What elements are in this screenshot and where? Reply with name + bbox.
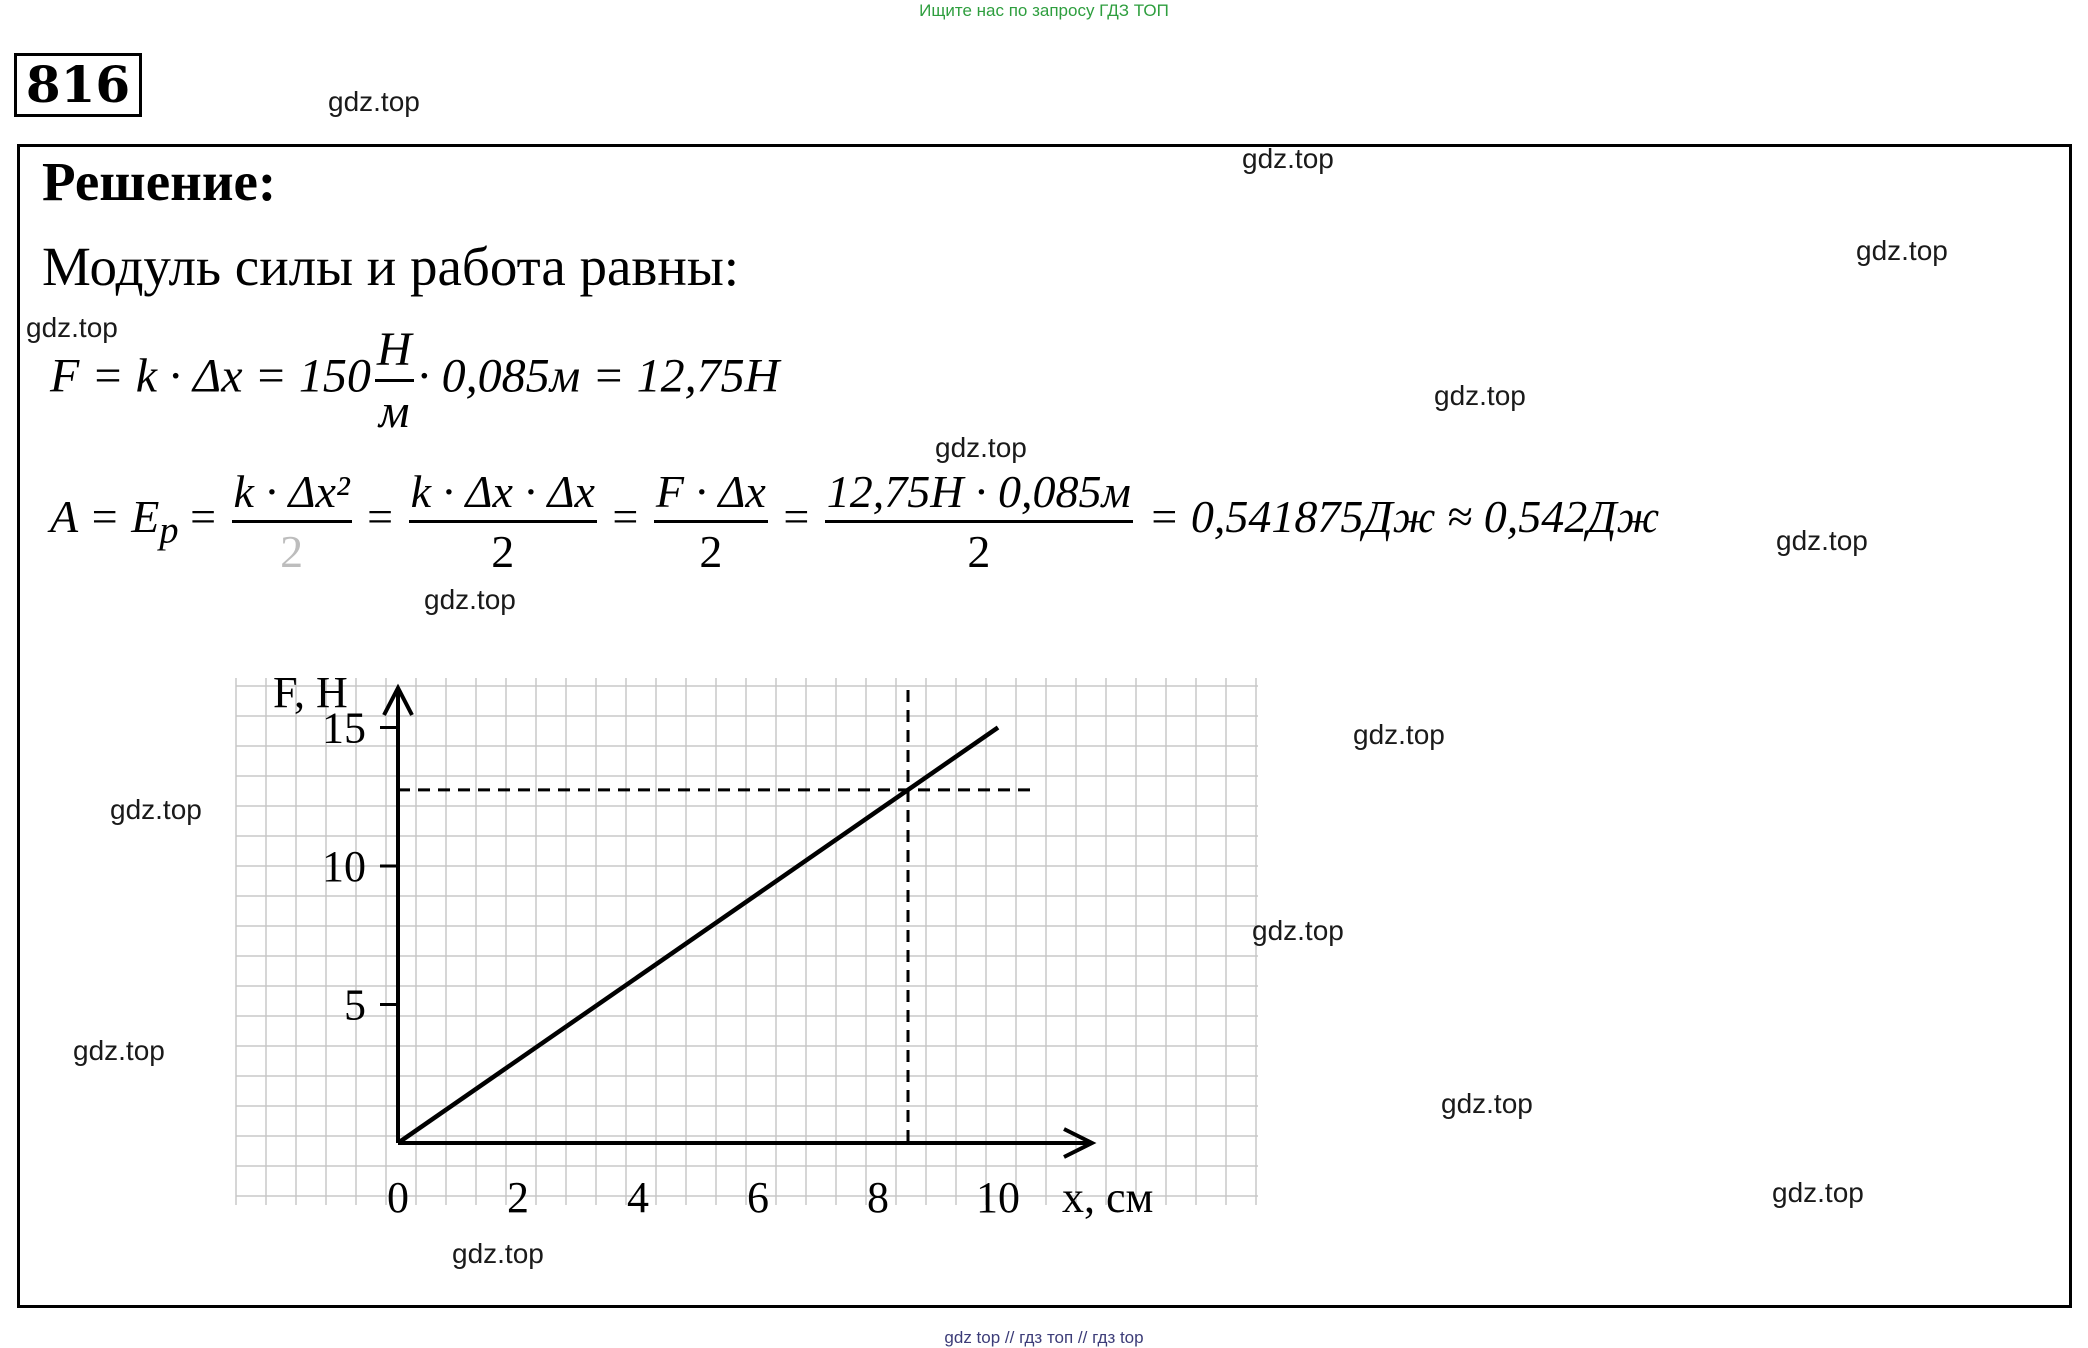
watermark: gdz.top xyxy=(26,312,118,343)
y-tick-label: 15 xyxy=(322,703,366,753)
watermark: gdz.top xyxy=(1252,915,1344,946)
footer-links: gdz top // гдз топ // гдз top xyxy=(944,1328,1144,1347)
formula1-lhs: F = k · Δx = 150 xyxy=(50,349,371,403)
y-axis-label: F, H xyxy=(273,668,348,717)
x-tick-label: 6 xyxy=(747,1173,769,1222)
x-tick-label: 4 xyxy=(627,1173,649,1222)
x-tick-label: 0 xyxy=(387,1173,409,1222)
formula2-f2-num: k · Δx · Δx xyxy=(410,466,595,517)
y-tick-label: 10 xyxy=(322,842,366,891)
formula2-f4-den: 2 xyxy=(825,520,1133,578)
intro-text: Модуль силы и работа равны: xyxy=(42,236,740,297)
x-tick-label: 8 xyxy=(867,1173,889,1222)
watermark: gdz.top xyxy=(1242,143,1334,174)
watermark: gdz.top xyxy=(452,1238,544,1269)
formula2-result: = 0,541875Дж ≈ 0,542Дж xyxy=(1148,491,1660,543)
formula2-eq4: = xyxy=(783,491,810,543)
formula2-f3-num: F · Δx xyxy=(655,466,766,517)
formula2-f1-den: 2 xyxy=(232,520,352,578)
watermark: gdz.top xyxy=(424,584,516,615)
watermark: gdz.top xyxy=(73,1035,165,1066)
top-banner: Ищите нас по запросу ГДЗ ТОП xyxy=(919,1,1169,20)
formula1-rhs: · 0,085м = 12,75H xyxy=(417,349,780,403)
task-number-box: 816 xyxy=(14,53,142,117)
formula2-eq3: = xyxy=(612,491,639,543)
formula2-f3-den: 2 xyxy=(654,520,768,578)
formula2-eq2: = xyxy=(367,491,394,543)
solution-heading: Решение: xyxy=(42,151,277,212)
chart-grid xyxy=(236,678,1258,1205)
formula2-sub: p xyxy=(159,509,179,552)
watermark: gdz.top xyxy=(1353,719,1445,750)
watermark: gdz.top xyxy=(110,794,202,825)
formula2-f4-num: 12,75H · 0,085м xyxy=(826,466,1131,517)
watermark: gdz.top xyxy=(1776,525,1868,556)
x-tick-label: 2 xyxy=(507,1173,529,1222)
watermark: gdz.top xyxy=(935,432,1027,463)
watermark: gdz.top xyxy=(1434,380,1526,411)
formula1-frac-num: H xyxy=(376,323,412,376)
formula2-eq1: = xyxy=(190,491,217,543)
formula2-f2-den: 2 xyxy=(409,520,597,578)
formula2-lhs: A = E xyxy=(50,491,160,543)
x-axis-label: x, см xyxy=(1062,1173,1154,1222)
formula1-frac-den: м xyxy=(375,379,414,439)
x-tick-label: 10 xyxy=(976,1173,1020,1222)
formula2-f1-num: k · Δx² xyxy=(233,466,350,517)
watermark: gdz.top xyxy=(1772,1177,1864,1208)
y-tick-label: 5 xyxy=(344,980,366,1030)
watermark: gdz.top xyxy=(1856,235,1948,266)
watermark: gdz.top xyxy=(328,86,420,117)
watermark: gdz.top xyxy=(1441,1088,1533,1119)
